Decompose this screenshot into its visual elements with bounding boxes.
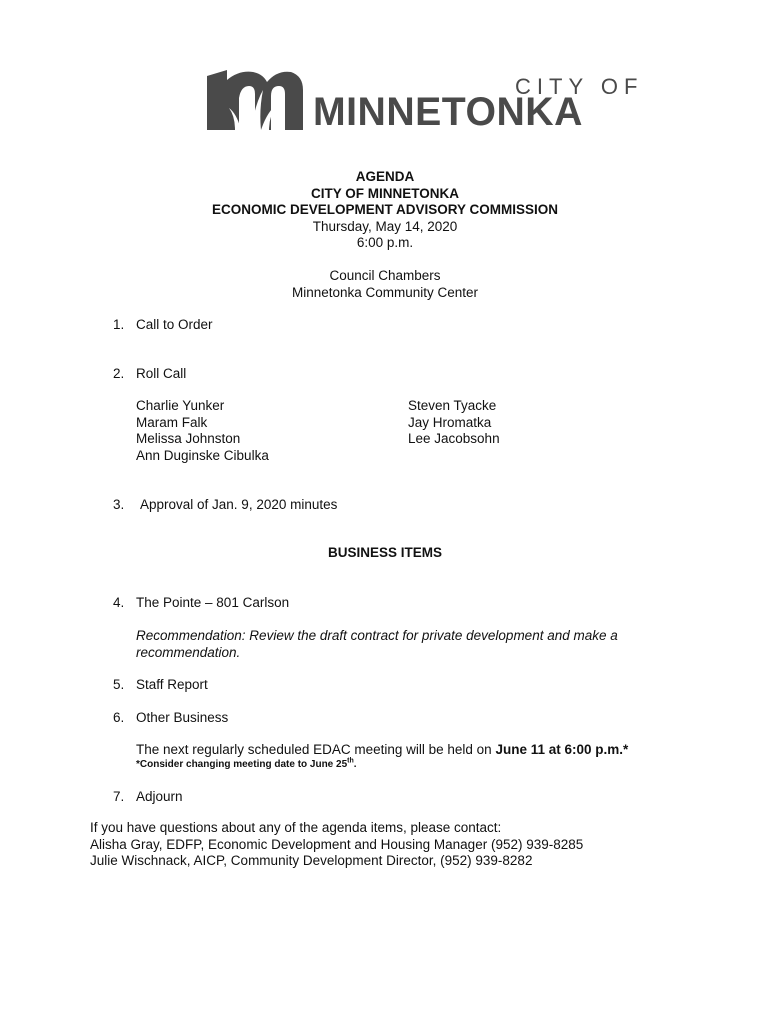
agenda-item-adjourn bbox=[113, 789, 183, 806]
recommendation-line: recommendation. bbox=[136, 644, 241, 660]
minnetonka-m-logo-icon bbox=[205, 68, 305, 134]
member-name: Steven Tyacke bbox=[408, 398, 497, 413]
agenda-item-call-to-order bbox=[113, 317, 213, 334]
item-label: Adjourn bbox=[136, 789, 183, 804]
date-change-note-end: . bbox=[353, 759, 357, 770]
item-number: 1. bbox=[113, 317, 125, 332]
item-label: Staff Report bbox=[136, 677, 208, 692]
item-number: 3. bbox=[113, 497, 125, 512]
item-label: Approval of Jan. 9, 2020 minutes bbox=[140, 497, 338, 512]
item-number: 5. bbox=[113, 677, 125, 692]
business-items-title: BUSINESS ITEMS bbox=[327, 545, 443, 560]
agenda-item-staff-report bbox=[113, 677, 208, 694]
location-room: Council Chambers bbox=[329, 268, 441, 283]
member-name: Melissa Johnston bbox=[136, 431, 241, 446]
item-number: 7. bbox=[113, 789, 125, 804]
agenda-title: AGENDA bbox=[355, 169, 415, 184]
location-building: Minnetonka Community Center bbox=[291, 284, 479, 300]
commission-heading: ECONOMIC DEVELOPMENT ADVISORY COMMISSION bbox=[211, 202, 559, 217]
item-label: Call to Order bbox=[136, 317, 213, 332]
member-name: Maram Falk bbox=[136, 414, 208, 430]
date-change-note-sup: th bbox=[347, 757, 354, 765]
contact-person: Alisha Gray, EDFP, Economic Development and Housing Manager (952) 939-8285 bbox=[90, 836, 584, 852]
date-change-note bbox=[136, 759, 357, 771]
meeting-time: 6:00 p.m. bbox=[356, 235, 414, 250]
item-number: 6. bbox=[113, 710, 125, 725]
logo-city-name: MINNETONKA bbox=[313, 90, 583, 134]
agenda-header bbox=[0, 169, 770, 252]
roll-call-right-column bbox=[408, 398, 500, 448]
next-meeting-date: June 11 at 6:00 p.m.* bbox=[495, 742, 629, 757]
item-label: Roll Call bbox=[136, 366, 187, 381]
logo-city-of: CITY OF bbox=[515, 74, 644, 99]
contact-intro: If you have questions about any of the agenda items, please contact: bbox=[90, 820, 502, 835]
contact-info bbox=[90, 820, 710, 870]
recommendation-text bbox=[136, 628, 656, 661]
roll-call-left-column bbox=[136, 398, 269, 464]
date-change-note-text: *Consider changing meeting date to June 25 bbox=[136, 759, 348, 770]
member-name: Ann Duginske Cibulka bbox=[136, 447, 269, 463]
item-number: 2. bbox=[113, 366, 125, 381]
next-meeting-notice bbox=[136, 742, 696, 759]
agenda-item-pointe bbox=[113, 595, 289, 612]
member-name: Lee Jacobsohn bbox=[408, 431, 500, 446]
item-label: The Pointe – 801 Carlson bbox=[136, 595, 290, 610]
city-logo bbox=[205, 68, 644, 134]
member-name: Charlie Yunker bbox=[136, 398, 225, 413]
item-number: 4. bbox=[113, 595, 125, 610]
member-name: Jay Hromatka bbox=[408, 414, 492, 430]
agenda-item-other-business bbox=[113, 710, 228, 727]
city-heading: CITY OF MINNETONKA bbox=[310, 185, 459, 201]
agenda-item-approval bbox=[113, 497, 337, 514]
meeting-location bbox=[0, 268, 770, 301]
recommendation-line: Recommendation: Review the draft contract for private development and make a bbox=[136, 628, 618, 643]
next-meeting-text: The next regularly scheduled EDAC meeting will be held on bbox=[136, 742, 496, 757]
agenda-item-roll-call bbox=[113, 366, 186, 383]
item-label: Other Business bbox=[136, 710, 229, 725]
meeting-date: Thursday, May 14, 2020 bbox=[312, 218, 458, 234]
contact-person: Julie Wischnack, AICP, Community Development Director, (952) 939-8282 bbox=[90, 853, 533, 868]
